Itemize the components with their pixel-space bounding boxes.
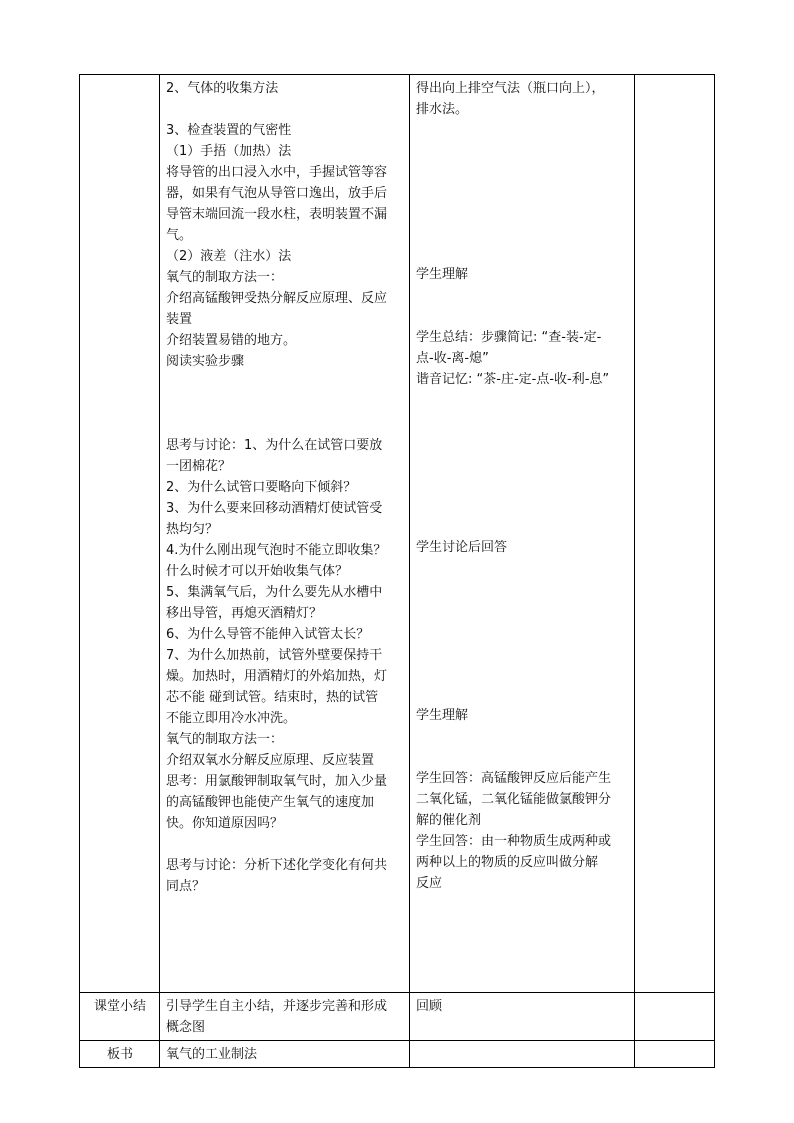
board-teaching-line: 氧气的工业制法: [166, 1047, 258, 1062]
teaching-line: 5、集满氧气后，为什么要先从水槽中: [166, 585, 383, 600]
student-line: 解的催化剂: [416, 813, 482, 828]
teaching-line: 氧气的制取方法一：: [166, 732, 284, 747]
student-line: 排水法。: [416, 102, 469, 117]
summary-student-cell: [410, 993, 635, 1041]
board-row: [80, 1041, 715, 1068]
teaching-line: 燥。加热时，用酒精灯的外焰加热，灯: [166, 669, 388, 684]
teaching-line: （1）手捂（加热）法: [166, 144, 292, 159]
teaching-line: 芯不能 碰到试管。结束时，热的试管: [166, 690, 379, 705]
summary-label: 课堂小结: [80, 993, 160, 1041]
teaching-line: 氧气的制取方法一：: [166, 270, 284, 285]
student-line: 学生总结：步骤简记: “查-装-定-: [416, 330, 602, 345]
summary-notes-cell: [635, 993, 715, 1041]
teaching-line: 器，如果有气泡从导管口逸出，放手后: [166, 186, 388, 201]
teaching-line: 3、检查装置的气密性: [166, 123, 292, 138]
teaching-line: 4.为什么刚出现气泡时不能立即收集？: [166, 543, 387, 558]
notes-cell: [635, 75, 715, 993]
student-line: 二氧化锰，二氧化锰能做氯酸钾分: [416, 792, 612, 807]
teaching-line: 2、气体的收集方法: [166, 81, 279, 96]
teaching-line: 介绍装置易错的地方。: [166, 333, 297, 348]
summary-teaching-cell: [160, 993, 410, 1041]
teaching-line: 3、为什么要来回移动酒精灯使试管受: [166, 501, 383, 516]
board-label: 板书: [80, 1041, 160, 1068]
teaching-line: 阅读实验步骤: [166, 354, 245, 369]
summary-row: [80, 993, 715, 1041]
teaching-line: 的高锰酸钾也能使产生氧气的速度加: [166, 795, 375, 810]
section-label-cell: [80, 75, 160, 993]
board-notes-cell: [635, 1041, 715, 1068]
student-line: 学生回答：高锰酸钾反应后能产生: [416, 771, 612, 786]
teaching-line: （2）液差（注水）法: [166, 249, 292, 264]
teaching-line: 装置: [166, 312, 193, 327]
summary-student-line: 回顾: [416, 999, 443, 1014]
teaching-line: 7、为什么加热前，试管外壁要保持干: [166, 648, 383, 663]
teaching-line: 思考与讨论：分析下述化学变化有何共: [166, 858, 388, 873]
student-line: 得出向上排空气法（瓶口向上），: [416, 81, 605, 96]
teaching-line: 思考与讨论：1、为什么在试管口要放: [166, 438, 383, 453]
teaching-line: 一团棉花？: [166, 459, 232, 474]
teaching-activity-cell: [160, 75, 410, 993]
teaching-line: 导管末端回流一段水柱，表明装置不漏: [166, 207, 388, 222]
teaching-line: 思考：用氯酸钾制取氧气时，加入少量: [166, 774, 388, 789]
teaching-line: 移出导管，再熄灭酒精灯？: [166, 606, 323, 621]
teaching-line: 2、为什么试管口要略向下倾斜？: [166, 480, 357, 495]
student-line: 点-收-离-熄”: [416, 351, 489, 366]
teaching-line: 6、为什么导管不能伸入试管太长？: [166, 627, 370, 642]
summary-teaching-line: 引导学生自主小结，并逐步完善和形成: [166, 999, 388, 1014]
board-teaching-cell: [160, 1041, 410, 1068]
teaching-line: 介绍高锰酸钾受热分解反应原理、反应: [166, 291, 388, 306]
teaching-line: 热均匀？: [166, 522, 219, 537]
teaching-line: 不能立即用冷水冲洗。: [166, 711, 297, 726]
student-line: 学生理解: [416, 267, 469, 282]
student-line: 谐音记忆: “茶-庄-定-点-收-利-息”: [416, 372, 610, 387]
board-student-cell: [410, 1041, 635, 1068]
teaching-line: 介绍双氧水分解反应原理、反应装置: [166, 753, 375, 768]
teaching-line: 气。: [166, 228, 193, 243]
main-row: [80, 75, 715, 993]
student-line: 学生讨论后回答: [416, 540, 508, 555]
student-line: 反应: [416, 876, 443, 891]
teaching-line: 什么时候才可以开始收集气体？: [166, 564, 349, 579]
summary-teaching-line: 概念图: [166, 1020, 206, 1035]
student-activity-cell: [410, 75, 635, 993]
teaching-line: 将导管的出口浸入水中，手握试管等容: [166, 165, 388, 180]
teaching-line: 快。你知道原因吗？: [166, 816, 284, 831]
student-line: 学生回答：由一种物质生成两种或: [416, 834, 612, 849]
lesson-plan-table: [79, 74, 715, 1068]
student-line: 学生理解: [416, 708, 469, 723]
teaching-line: 同点？: [166, 879, 206, 894]
student-line: 两种以上的物质的反应叫做分解: [416, 855, 599, 870]
